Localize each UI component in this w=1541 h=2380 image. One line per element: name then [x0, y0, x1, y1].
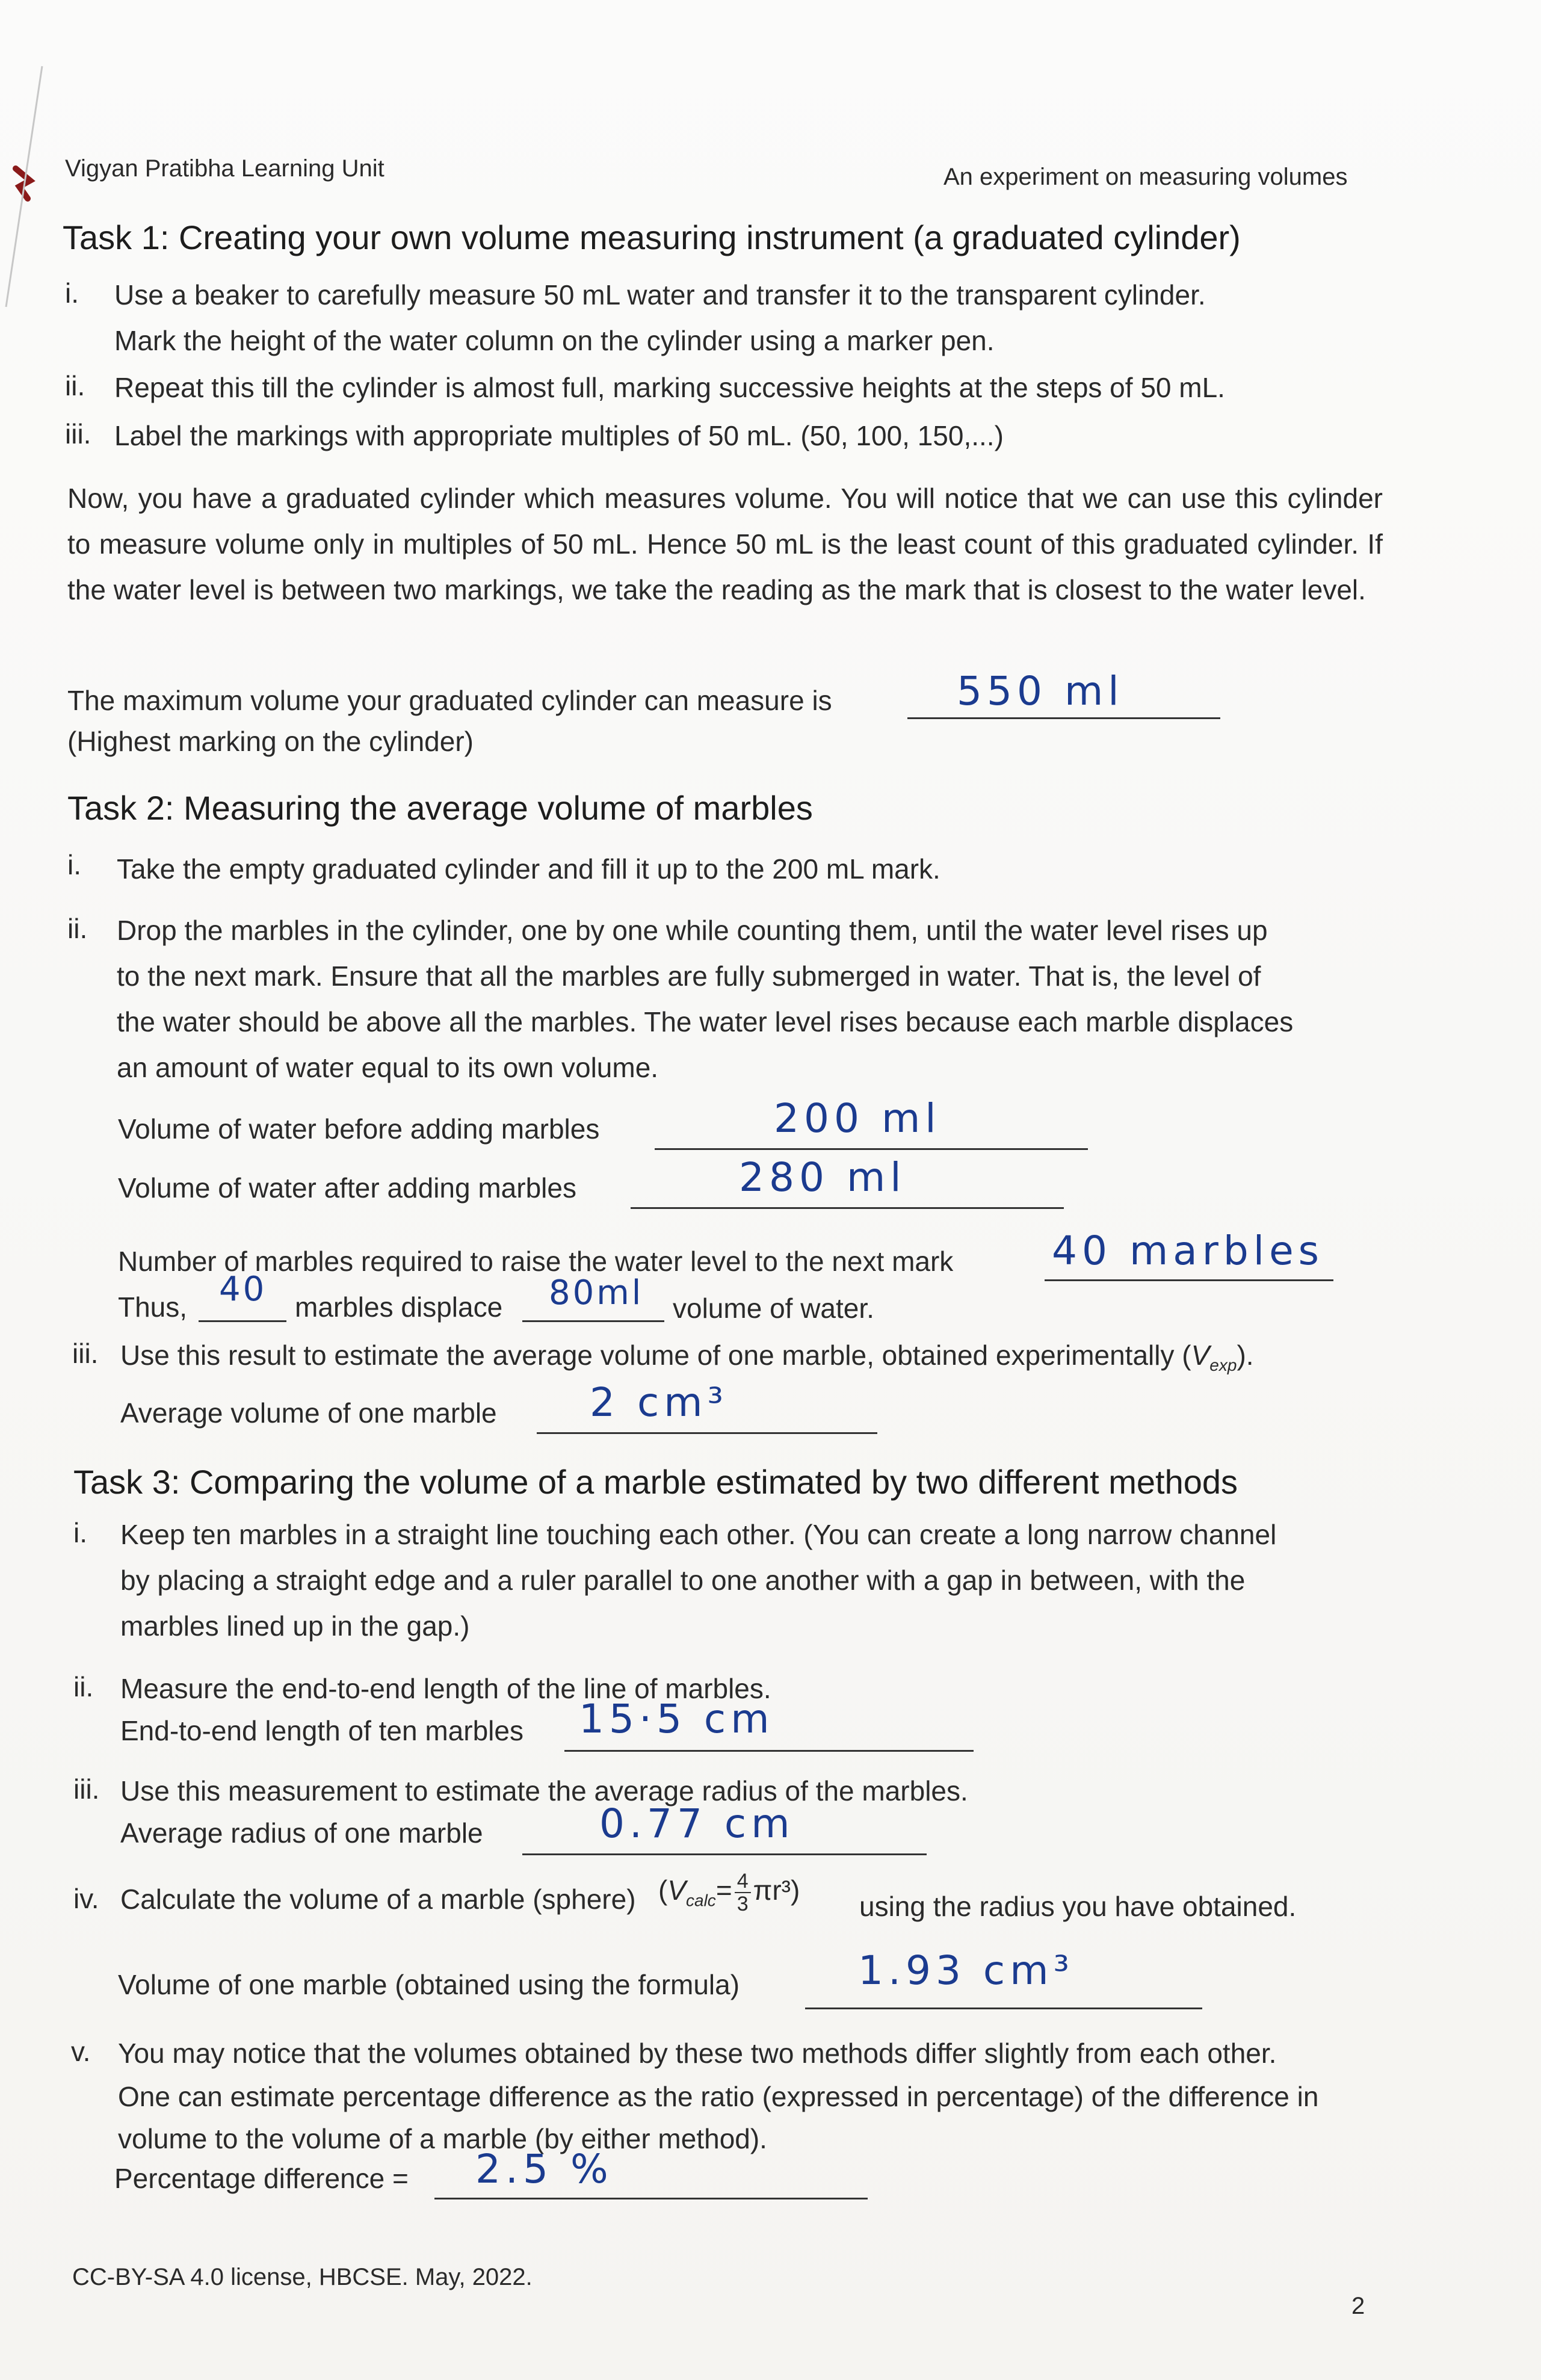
task2-title: Task 2: Measuring the average volume of marbles	[67, 789, 813, 827]
task1-title: Task 1: Creating your own volume measuring instrument (a graduated cylinder)	[63, 218, 1241, 256]
task3-length-answer: 15·5 cm	[579, 1696, 774, 1742]
task2-thus-count: 40	[219, 1270, 267, 1309]
header-left: Vigyan Pratibha Learning Unit	[65, 155, 384, 182]
task1-item2-line1: Repeat this till the cylinder is almost full, marking successive heights at the steps of 50 mL.	[114, 372, 1225, 403]
task2-item2-line2: to the next mark. Ensure that all the marbles are fully submerged in water. That is, the level of	[117, 960, 1261, 992]
task2-number-answer: 40 marbles	[1052, 1228, 1324, 1274]
task2-after-answer: 280 ml	[739, 1154, 906, 1201]
task1-max-answer: 550 ml	[957, 668, 1124, 714]
task2-item1-num: i.	[67, 849, 81, 880]
task3-item1-line2: by placing a straight edge and a ruler parallel to one another with a gap in between, with the	[120, 1565, 1246, 1596]
task2-item3-num: iii.	[72, 1338, 99, 1369]
task3-pct-label: Percentage difference =	[114, 2163, 409, 2194]
task2-volume-of-water: volume of water.	[673, 1293, 874, 1324]
task2-thus-label: Thus,	[118, 1291, 188, 1323]
task3-pct-answer: 2.5 %	[475, 2146, 613, 2192]
task1-item3-num: iii.	[65, 418, 91, 450]
task3-item3: Use this measurement to estimate the average radius of the marbles.	[120, 1775, 968, 1807]
task3-formula-answer: 1.93 cm³	[858, 1947, 1074, 1994]
task3-formula-den: 3	[737, 1893, 749, 1915]
pencil-stroke-icon	[0, 60, 48, 313]
task3-formula-rest: πr³	[753, 1875, 791, 1906]
task3-pct-line	[434, 2198, 868, 2199]
task2-before-answer: 200 ml	[774, 1095, 941, 1142]
task2-item3-v: V	[1191, 1340, 1210, 1371]
task3-item2-num: ii.	[73, 1671, 94, 1702]
task2-avg-line	[537, 1432, 877, 1434]
task1-item1-line2: Mark the height of the water column on the cylinder using a marker pen.	[114, 325, 995, 356]
task3-length-label: End-to-end length of ten marbles	[120, 1715, 523, 1746]
task2-displace-label: marbles displace	[295, 1291, 503, 1323]
task3-item1-line3: marbles lined up in the gap.)	[120, 1610, 470, 1642]
task3-radius-label: Average radius of one marble	[120, 1817, 483, 1849]
task2-item1: Take the empty graduated cylinder and fill it up to the 200 mL mark.	[117, 853, 940, 885]
task2-thus-line	[199, 1320, 286, 1322]
task1-paragraph: Now, you have a graduated cylinder which measures volume. You will notice that we can use this cylinder to measure volume only in multiples of 50 mL. Hence 50 mL is the least count of this graduated cylinder. If the water level is between two markings, we take the reading as the mark that is closest to the water level.	[67, 483, 1383, 605]
task2-before-label: Volume of water before adding marbles	[118, 1113, 600, 1145]
page-number: 2	[1351, 2293, 1365, 2319]
task3-item4-b: using the radius you have obtained.	[859, 1891, 1297, 1922]
task3-item2: Measure the end-to-end length of the line of marbles.	[120, 1673, 771, 1704]
task3-formula-v: V	[667, 1875, 687, 1906]
task2-avg-answer: 2 cm³	[590, 1379, 729, 1426]
task2-item3-end: ).	[1237, 1340, 1254, 1371]
task3-item4-num: iv.	[73, 1883, 99, 1914]
task3-formula-fraction	[735, 1870, 751, 1915]
task2-number-label: Number of marbles required to raise the water level to the next mark	[118, 1246, 954, 1277]
task3-radius-answer: 0.77 cm	[599, 1800, 795, 1847]
task2-before-line	[655, 1148, 1088, 1150]
task3-item1-num: i.	[73, 1517, 87, 1548]
task2-item3-sub: exp	[1209, 1356, 1237, 1375]
task3-item5-line2: One can estimate percentage difference as the ratio (expressed in percentage) of the difference in	[118, 2081, 1319, 2112]
task3-formula-eq: =	[715, 1875, 732, 1906]
task3-radius-line	[522, 1853, 927, 1855]
task3-formula-label: Volume of one marble (obtained using the formula)	[118, 1969, 740, 2000]
task3-title: Task 3: Comparing the volume of a marble estimated by two different methods	[73, 1463, 1238, 1501]
task2-item3-main: Use this result to estimate the average volume of one marble, obtained experimentally (	[120, 1340, 1191, 1371]
task2-avg-label: Average volume of one marble	[120, 1397, 497, 1429]
task3-formula-line	[805, 2008, 1202, 2009]
task3-item1-line1: Keep ten marbles in a straight line touching each other. (You can create a long narrow channel	[120, 1519, 1277, 1550]
footer-license: CC-BY-SA 4.0 license, HBCSE. May, 2022.	[72, 2264, 533, 2290]
task2-after-label: Volume of water after adding marbles	[118, 1172, 576, 1204]
task1-item1-num: i.	[65, 277, 79, 309]
task3-item5-line1: You may notice that the volumes obtained by these two methods differ slightly from each other.	[118, 2038, 1277, 2069]
task3-item5-line3: volume to the volume of a marble (by either method).	[118, 2123, 767, 2154]
task2-displace-answer: 80ml	[549, 1273, 644, 1312]
task3-formula-num: 4	[735, 1870, 751, 1893]
task2-item2-line1: Drop the marbles in the cylinder, one by one while counting them, until the water level rises up	[117, 915, 1268, 946]
task2-item2-num: ii.	[67, 913, 88, 944]
task3-item4-a: Calculate the volume of a marble (sphere)	[120, 1884, 636, 1915]
task2-displace-line	[522, 1320, 664, 1322]
task3-item3-num: iii.	[73, 1773, 100, 1805]
task3-formula-sub: calc	[686, 1891, 716, 1910]
task1-max-note: (Highest marking on the cylinder)	[67, 726, 474, 757]
task2-number-line	[1045, 1279, 1333, 1281]
task1-item1-line1: Use a beaker to carefully measure 50 mL water and transfer it to the transparent cylinder.	[114, 279, 1206, 311]
header-right: An experiment on measuring volumes	[943, 164, 1348, 190]
task1-max-label: The maximum volume your graduated cylinder can measure is	[67, 685, 832, 716]
task2-item2-line4: an amount of water equal to its own volume.	[117, 1052, 659, 1083]
task2-item2-line3: the water should be above all the marbles. The water level rises because each marble displaces	[117, 1006, 1294, 1037]
task3-length-line	[564, 1750, 974, 1752]
task3-formula: ($V_{calc}=$ $\frac{4}{3}$ πr³)	[658, 1870, 800, 1915]
task3-item5-num: v.	[71, 2036, 91, 2067]
task1-item3-line1: Label the markings with appropriate multiples of 50 mL. (50, 100, 150,...)	[114, 420, 1004, 451]
task2-after-line	[631, 1207, 1064, 1209]
task1-max-line	[907, 717, 1220, 719]
task1-item2-num: ii.	[65, 370, 85, 401]
